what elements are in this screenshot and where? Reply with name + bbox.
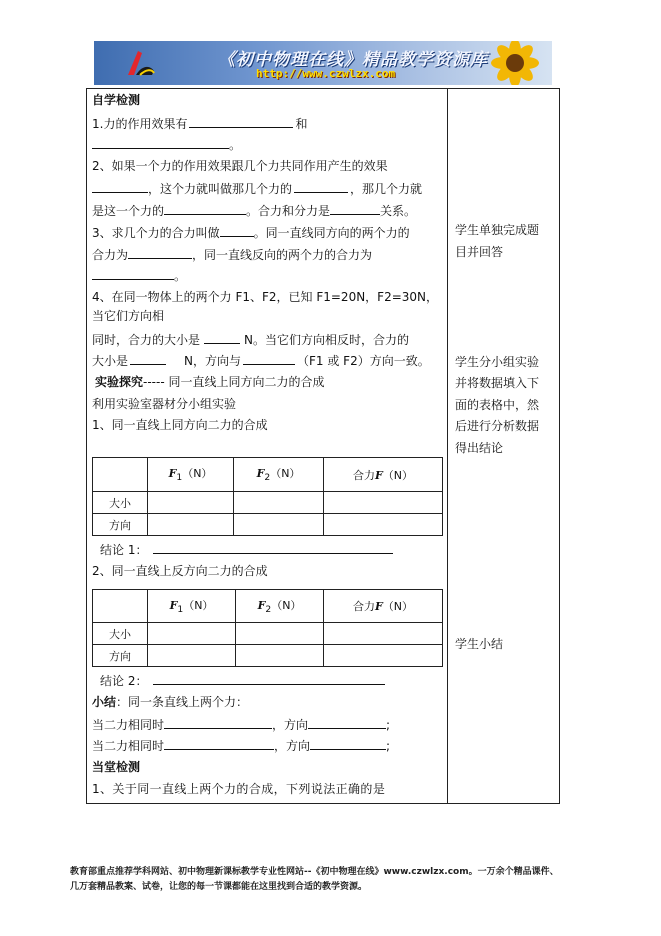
- question-2-line2: ，这个力就叫做那几个力的 ，那几个力就: [92, 180, 422, 197]
- question-4: 4、在同一物体上的两个力 F1、F2，已知 F1=20N，F2=30N，: [92, 290, 439, 304]
- side-note-3: 学生小结: [455, 637, 504, 651]
- table-cell[interactable]: [148, 492, 234, 514]
- table-header-f1: $F_1(N)$: [148, 590, 236, 623]
- table-cell[interactable]: [236, 645, 324, 667]
- side-note-2e: 得出结论: [455, 441, 504, 455]
- question-4-line4: 大小是 N，方向与 （F1 或 F2）方向一致。: [92, 354, 430, 368]
- question-3-line3: 。: [92, 267, 186, 284]
- sunflower-icon: [480, 41, 550, 85]
- row-label-size: 大小: [93, 492, 148, 514]
- conclusion-1: 结论 1：: [100, 541, 393, 558]
- summary: 小结：同一条直线上两个力：: [92, 695, 249, 709]
- table-header-f2: $F_2(N)$: [234, 458, 324, 492]
- side-note-1a: 学生单独完成题: [455, 223, 540, 237]
- table-header-result: 合力F（N）: [324, 458, 443, 492]
- table-cell[interactable]: [234, 492, 324, 514]
- table-header-f1: $F_1(N)$: [148, 458, 234, 492]
- table-cell[interactable]: [148, 514, 234, 536]
- table-header-result: 合力F（N）: [324, 590, 443, 623]
- row-label-size: 大小: [93, 623, 148, 645]
- table-header-f2: $F_2(N)$: [236, 590, 324, 623]
- banner-url[interactable]: http://www.czwlzx.com: [256, 67, 396, 80]
- table-cell[interactable]: [324, 492, 443, 514]
- table-cell[interactable]: [148, 623, 236, 645]
- footer-line-2: 几万套精品教案、试卷，让您的每一节课都能在这里找到合适的教学资源。: [70, 882, 368, 892]
- experiment-intro: 利用实验室器材分小组实验: [92, 397, 237, 411]
- table-header-empty: [93, 458, 148, 492]
- table-cell[interactable]: [234, 514, 324, 536]
- row-label-direction: 方向: [93, 514, 148, 536]
- data-table-same-direction: [92, 457, 443, 536]
- class-check-heading: 当堂检测: [92, 760, 141, 774]
- table-cell[interactable]: [148, 645, 236, 667]
- question-1-cont: 。: [92, 136, 241, 153]
- table-cell[interactable]: [324, 645, 443, 667]
- logo-icon: [122, 45, 158, 81]
- question-3-line2: 合力为 ，同一直线反向的两个力的合力为: [92, 248, 373, 262]
- footer-line-1: 教育部重点推荐学科网站、初中物理新课标教学专业性网站--《初中物理在线》www.czwlzx.com。一万余个精品课件、: [70, 867, 559, 877]
- side-note-2a: 学生分小组实验: [455, 355, 540, 369]
- experiment-part-2: 2、同一直线上反方向二力的合成: [92, 564, 268, 578]
- table-cell[interactable]: [324, 514, 443, 536]
- experiment-part-1: 1、同一直线上同方向二力的合成: [92, 418, 268, 432]
- class-check-question-1: 1、关于同一直线上两个力的合成，下列说法正确的是: [92, 782, 386, 796]
- data-table-opposite-direction: [92, 589, 443, 667]
- self-check-heading: 自学检测: [92, 93, 141, 107]
- summary-line-2: 当二力相同时 ，方向 ;: [92, 739, 391, 753]
- question-4-line3: 同时，合力的大小是 N。当它们方向相反时，合力的: [92, 333, 409, 347]
- side-note-2d: 后进行分析数据: [455, 419, 540, 433]
- side-note-2b: 并将数据填入下: [455, 376, 540, 390]
- experiment-title: 实验探究----- 同一直线上同方向二力的合成: [95, 375, 325, 389]
- side-note-2c: 面的表格中，然: [455, 398, 540, 412]
- summary-line-1: 当二力相同时 ，方向 ;: [92, 718, 391, 732]
- question-4-line2: 当它们方向相: [92, 309, 165, 323]
- question-2: 2、如果一个力的作用效果跟几个力共同作用产生的效果: [92, 159, 388, 173]
- conclusion-2: 结论 2：: [100, 672, 385, 689]
- header-banner: [94, 41, 552, 85]
- table-cell[interactable]: [236, 623, 324, 645]
- footer: [70, 865, 630, 895]
- question-1: 1.力的作用效果有 和: [92, 117, 308, 131]
- banner-title: 《初中物理在线》精品教学资源库: [218, 50, 488, 70]
- row-label-direction: 方向: [93, 645, 148, 667]
- table-header-empty: [93, 590, 148, 623]
- side-note-1b: 目并回答: [455, 245, 504, 259]
- table-cell[interactable]: [324, 623, 443, 645]
- question-3: 3、求几个力的合力叫做 。同一直线同方向的两个力的: [92, 226, 410, 240]
- question-2-line3: 是这一个力的 。合力和分力是 关系。: [92, 204, 417, 218]
